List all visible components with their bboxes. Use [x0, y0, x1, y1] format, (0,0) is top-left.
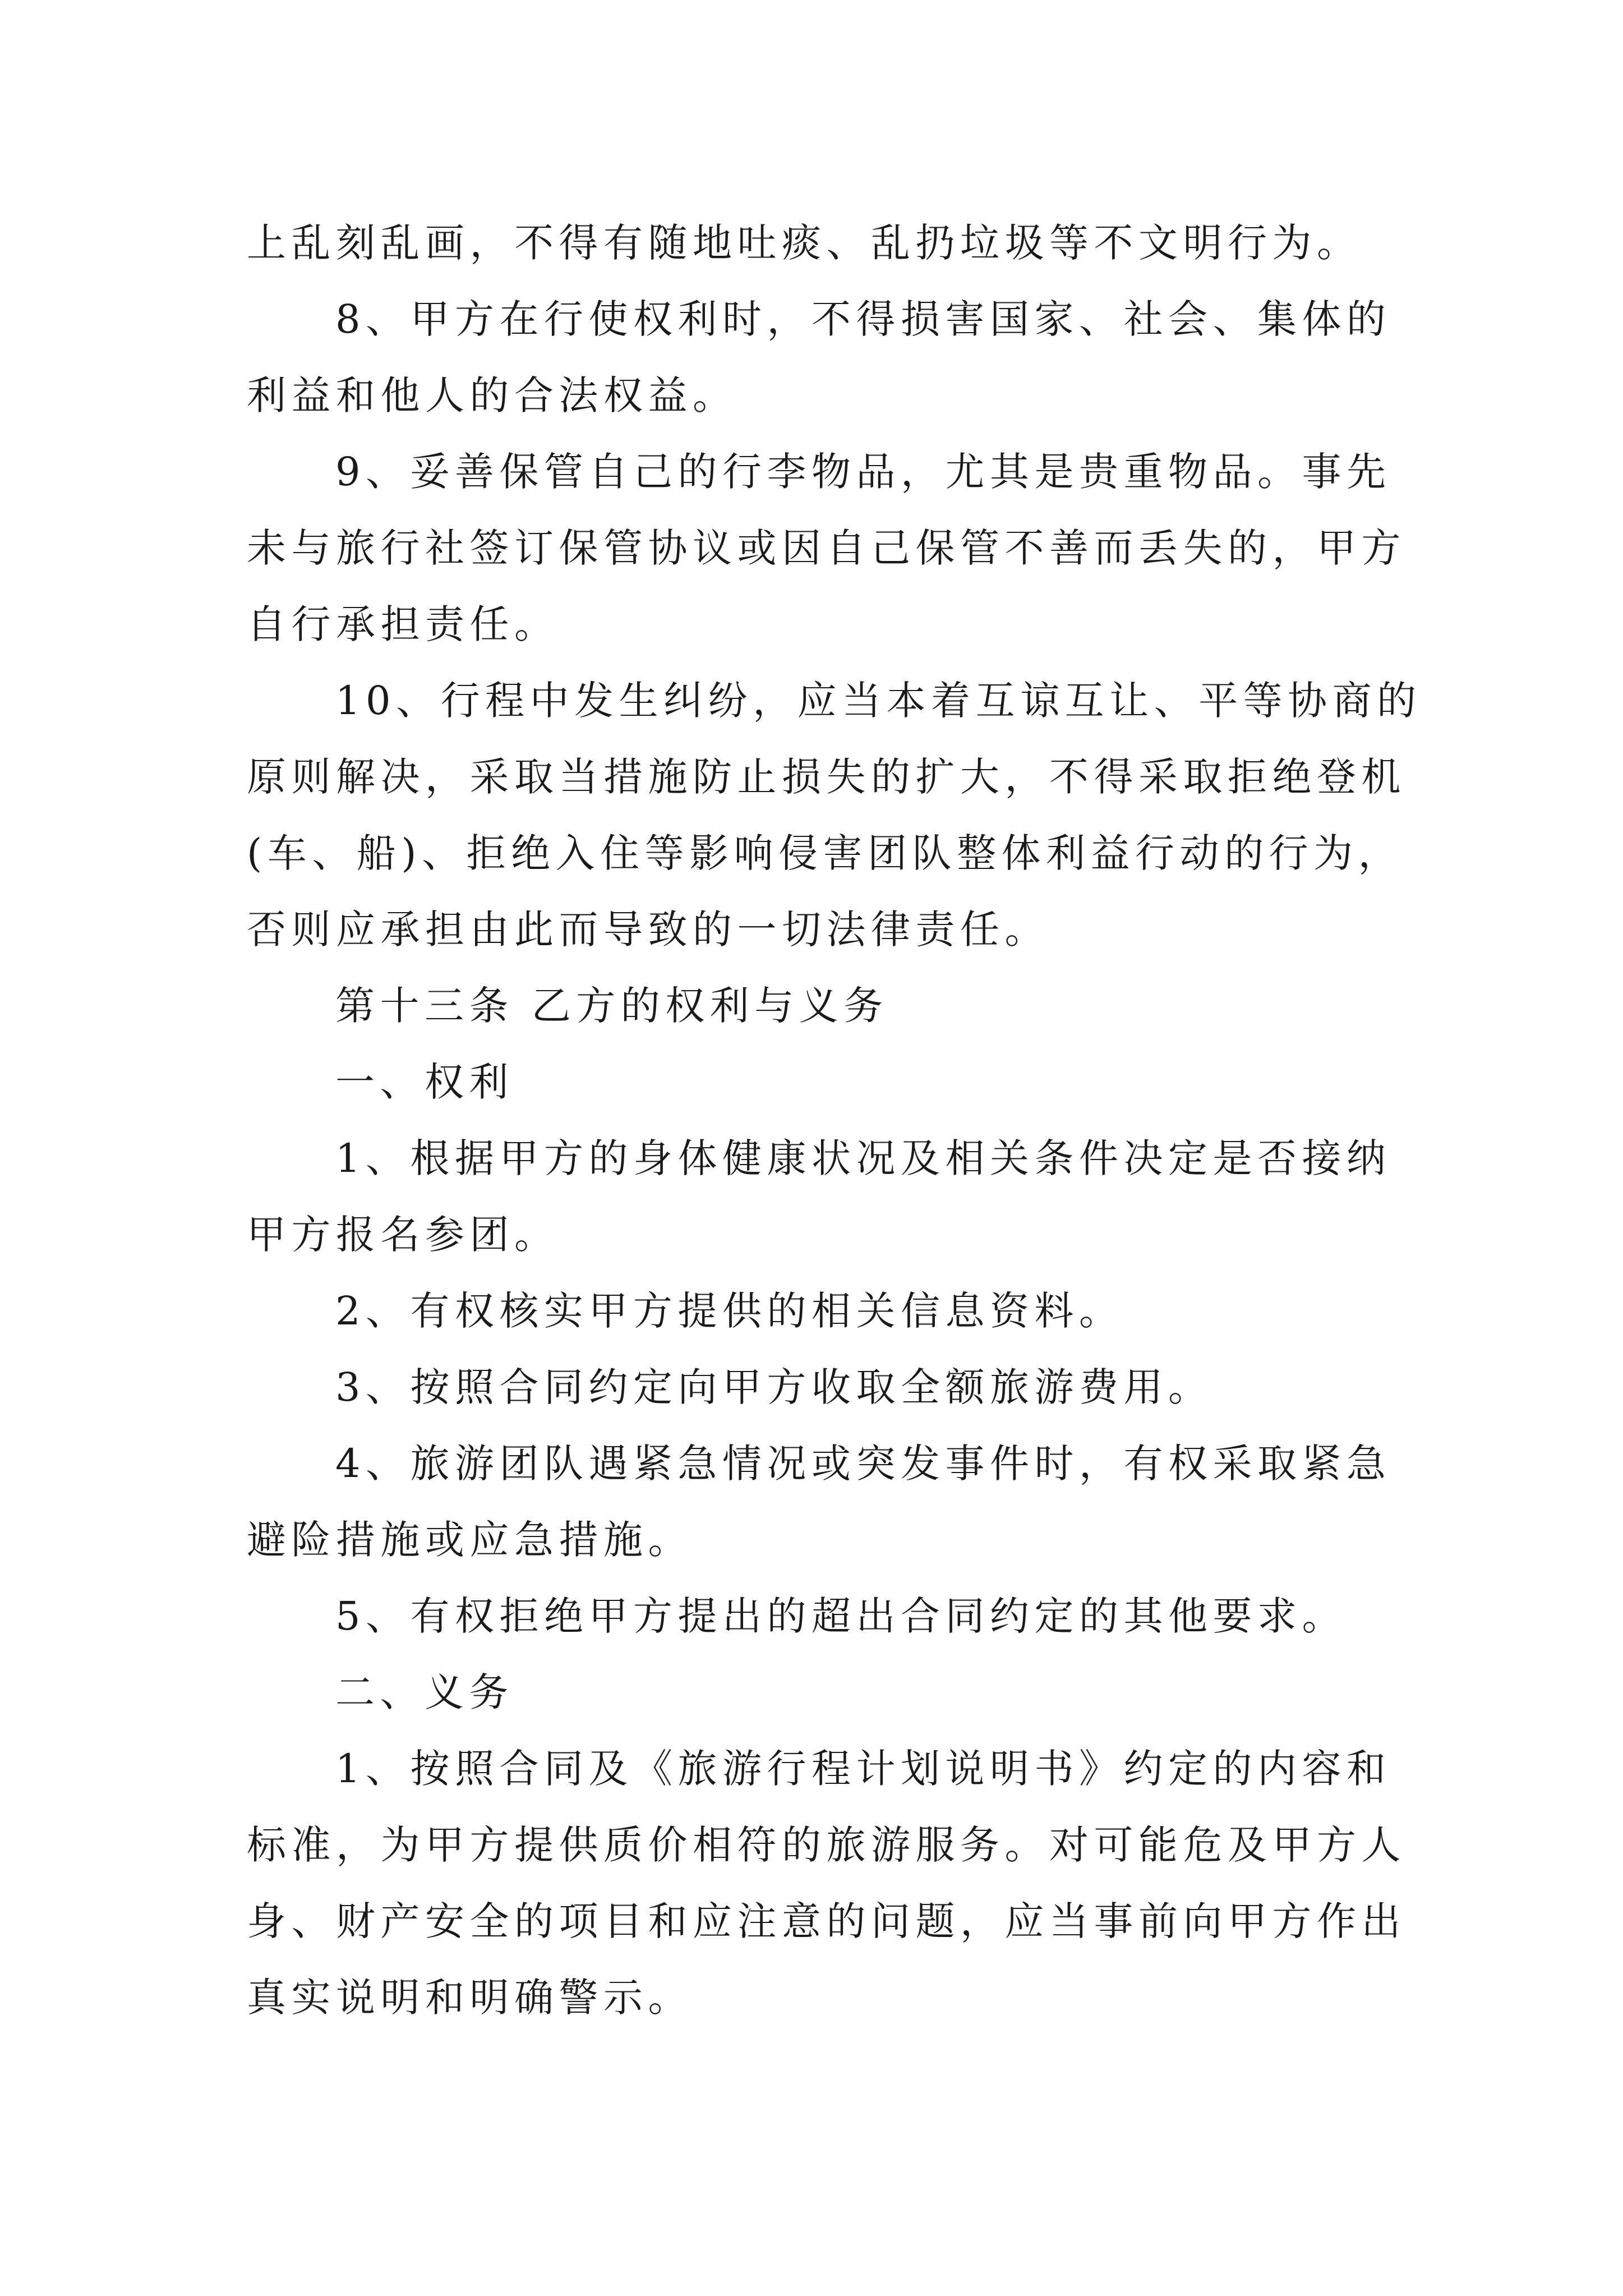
text-line: 甲方报名参团。 — [247, 1212, 559, 1258]
document-body — [247, 205, 1422, 2036]
text-line: 否则应承担由此而导致的一切法律责任。 — [247, 907, 1049, 953]
text-line: 利益和他人的合法权益。 — [247, 372, 737, 418]
subsection-heading: 一、权利 — [335, 1059, 514, 1105]
text-line: 8、甲方在行使权利时，不得损害国家、社会、集体的 — [335, 296, 1391, 342]
subsection-heading: 二、义务 — [335, 1669, 514, 1715]
text-line: 真实说明和明确警示。 — [247, 1975, 693, 2021]
text-line: 身、财产安全的项目和应注意的问题，应当事前向甲方作出 — [247, 1898, 1406, 1944]
text-line: 9、妥善保管自己的行李物品，尤其是贵重物品。事先 — [335, 449, 1391, 495]
text-line: 原则解决，采取当措施防止损失的扩大，不得采取拒绝登机 — [247, 754, 1406, 800]
text-line: 10、行程中发生纠纷，应当本着互谅互让、平等协商的 — [335, 678, 1422, 724]
text-line: 自行承担责任。 — [247, 601, 559, 647]
text-line: 5、有权拒绝甲方提出的超出合同约定的其他要求。 — [335, 1593, 1347, 1639]
text-line: 标准，为甲方提供质价相符的旅游服务。对可能危及甲方人 — [247, 1822, 1406, 1868]
text-line: (车、船)、拒绝入住等影响侵害团队整体利益行动的行为， — [247, 830, 1403, 876]
text-line: 避险措施或应急措施。 — [247, 1517, 693, 1563]
text-line: 未与旅行社签订保管协议或因自己保管不善而丢失的，甲方 — [247, 525, 1406, 571]
text-line: 1、根据甲方的身体健康状况及相关条件决定是否接纳 — [335, 1135, 1391, 1181]
text-line: 4、旅游团队遇紧急情况或突发事件时，有权采取紧急 — [335, 1441, 1391, 1487]
text-line: 3、按照合同约定向甲方收取全额旅游费用。 — [335, 1364, 1213, 1410]
text-line: 2、有权核实甲方提供的相关信息资料。 — [335, 1288, 1124, 1334]
text-line: 1、按照合同及《旅游行程计划说明书》约定的内容和 — [335, 1746, 1391, 1792]
text-line: 上乱刻乱画，不得有随地吐痰、乱扔垃圾等不文明行为。 — [247, 220, 1362, 266]
section-heading: 第十三条 乙方的权利与义务 — [335, 983, 888, 1029]
